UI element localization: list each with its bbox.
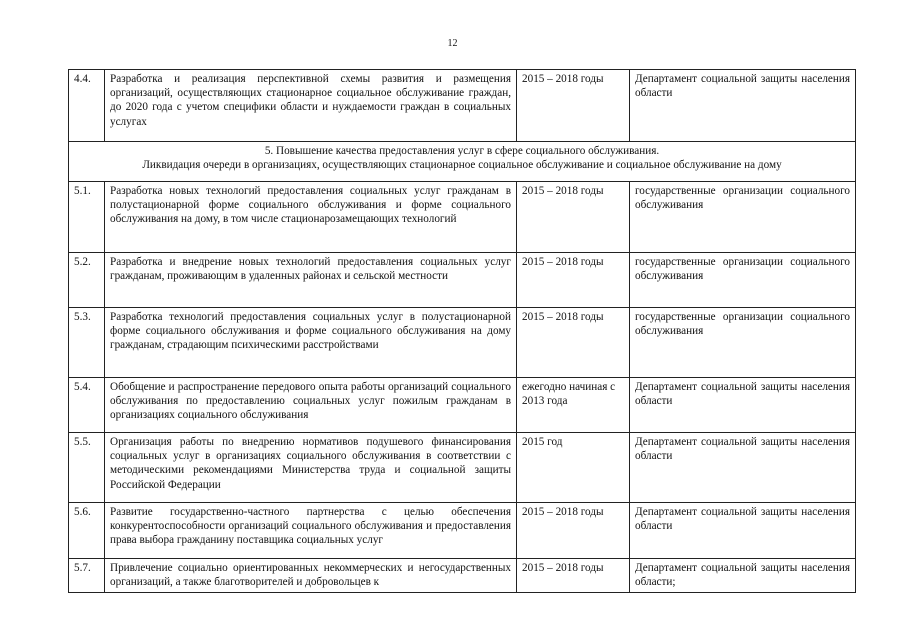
item-responsible (630, 559, 856, 593)
item-number (69, 559, 105, 593)
section-header (69, 142, 856, 182)
item-number: 4.4. (69, 70, 105, 142)
item-description: Организация работы по внедрению нормативов подушевого финансирования социальных услуг в организациях социального обслуживания в соответствии с методическими рекомендациями Министерства труда и социальной защиты Российской Федерации (105, 433, 517, 503)
item-term (517, 559, 630, 593)
item-responsible: государственные организации социального обслуживания (630, 308, 856, 378)
item-number: 5.3. (69, 308, 105, 378)
table-row (69, 70, 856, 142)
item-number: 5.5. (69, 433, 105, 503)
item-number: 5.4. (69, 378, 105, 433)
item-number: 5.6. (69, 503, 105, 559)
item-number: 5.1. (69, 182, 105, 253)
item-description: Развитие государственно-частного партнерства с целью обеспечения конкурентоспособности организаций социального обслуживания и предоставления права выбора гражданину поставщика социальных услуг (105, 503, 517, 559)
item-description: Обобщение и распространение передового опыта работы организаций социального обслуживания по предоставлению социальных услуг пожилым гражданам в организациях социального обслуживания (105, 378, 517, 433)
table-row (69, 503, 856, 559)
item-responsible: Департамент социальной защиты населения области (630, 378, 856, 433)
section-subtitle: Ликвидация очереди в организациях, осуществляющих стационарное социальное обслуживание и социальное обслуживание на дому (142, 159, 782, 172)
table-row (69, 308, 856, 378)
page-number: 12 (447, 38, 458, 49)
item-responsible: государственные организации социального обслуживания (630, 253, 856, 308)
item-term: 2015 – 2018 годы (517, 182, 630, 253)
section-header-row (69, 142, 856, 182)
item-term: 2015 – 2018 годы (517, 308, 630, 378)
item-description: Разработка технологий предоставления социальных услуг в полустационарной форме социального обслуживания и форме социального обслуживания на дому гражданам, страдающим психическими расстройствами (105, 308, 517, 378)
item-responsible: Департамент социальной защиты населения области (630, 70, 856, 142)
table-row (69, 253, 856, 308)
item-responsible: Департамент социальной защиты населения области (630, 503, 856, 559)
item-description (105, 559, 517, 593)
table-row (69, 378, 856, 433)
table-row (69, 559, 856, 593)
item-term: 2015 год (517, 433, 630, 503)
item-number-text: 5.7. (74, 562, 91, 574)
item-term: 2015 – 2018 годы (517, 253, 630, 308)
item-responsible: государственные организации социального обслуживания (630, 182, 856, 253)
table-row (69, 433, 856, 503)
table-row (69, 182, 856, 253)
item-description: Разработка новых технологий предоставления социальных услуг гражданам в полустационарной форме социального обслуживания и форме социального обслуживания на дому, в том числе стационарозамещающих технологий (105, 182, 517, 253)
item-description: Разработка и реализация перспективной схемы развития и размещения организаций, осуществляющих стационарное социальное обслуживание граждан, до 2020 года с учетом специфики области и нуждаемости граждан в социальных услугах (105, 70, 517, 142)
item-term: 2015 – 2018 годы (517, 503, 630, 559)
item-term: ежегодно начиная с 2013 года (517, 378, 630, 433)
measures-table (68, 69, 856, 593)
item-term-text: 2015 – 2018 годы (522, 562, 604, 574)
item-term: 2015 – 2018 годы (517, 70, 630, 142)
item-description-text: Привлечение социально ориентированных некоммерческих и негосударственных организаций, а также благотворителей и добровольцев к (110, 562, 511, 589)
item-number: 5.2. (69, 253, 105, 308)
section-title: 5. Повышение качества предоставления услуг в сфере социального обслуживания. (264, 145, 660, 157)
item-description: Разработка и внедрение новых технологий предоставления социальных услуг гражданам, проживающим в удаленных районах и сельской местности (105, 253, 517, 308)
item-responsible-text: Департамент социальной защиты населения области; (635, 562, 850, 589)
item-responsible: Департамент социальной защиты населения области (630, 433, 856, 503)
